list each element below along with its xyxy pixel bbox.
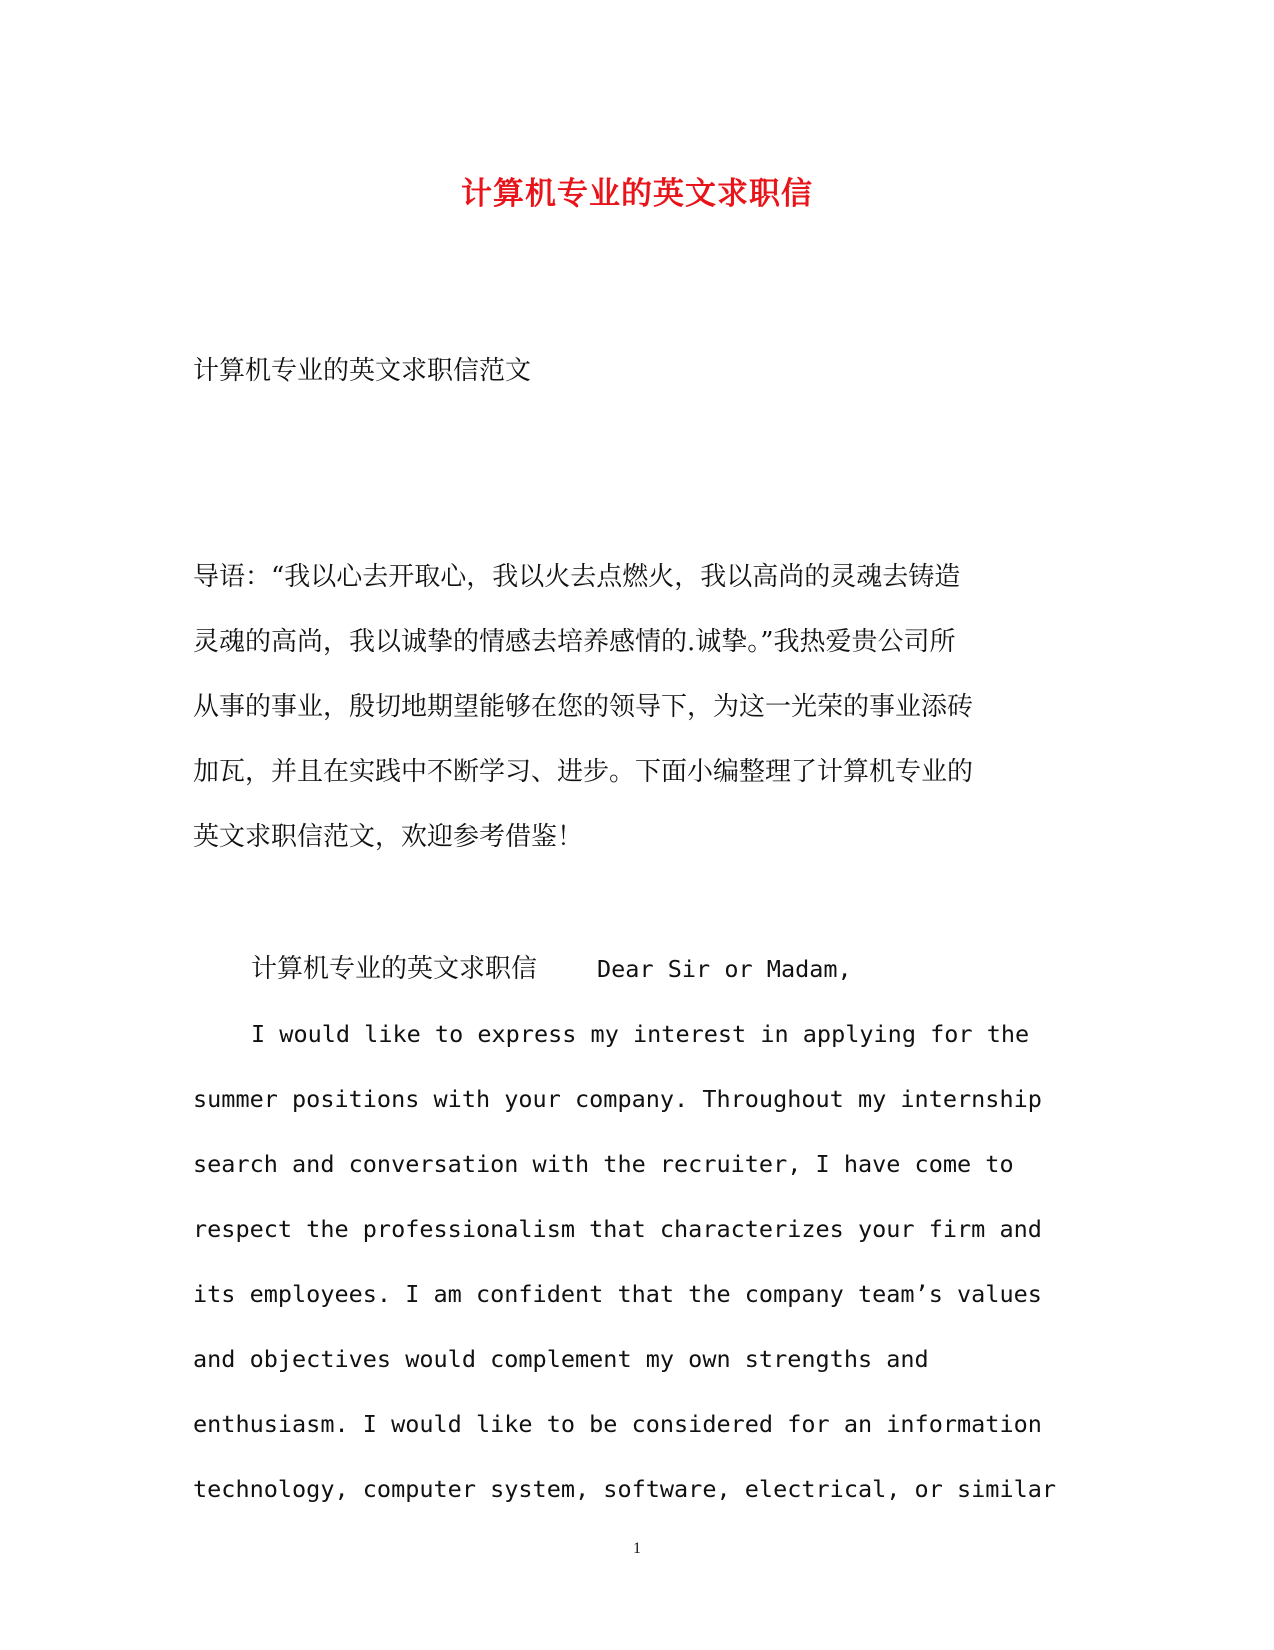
letter-body xyxy=(193,937,1093,1522)
intro-line: 加瓦，并且在实践中不断学习、进步。下面小编整理了计算机专业的 xyxy=(193,757,974,787)
document-subtitle: 计算机专业的英文求职信范文 xyxy=(193,356,532,386)
letter-line: summer positions with your company. Throughout my internship xyxy=(193,1085,1042,1113)
intro-line: 灵魂的高尚，我以诚挚的情感去培养感情的.诚挚。”我热爱贵公司所 xyxy=(193,627,956,657)
intro-paragraph xyxy=(193,545,1088,870)
letter-line: technology, computer system, software, electrical, or similar xyxy=(193,1475,1057,1503)
letter-heading: 计算机专业的英文求职信 xyxy=(251,954,538,984)
intro-line: 从事的事业，殷切地期望能够在您的领导下，为这一光荣的事业添砖 xyxy=(193,692,974,722)
page-number: 1 xyxy=(633,1540,641,1557)
intro-line: 英文求职信范文，欢迎参考借鉴！ xyxy=(193,822,584,852)
letter-line: respect the professionalism that characterizes your firm and xyxy=(193,1215,1042,1243)
intro-line: 导语：“我以心去开取心，我以火去点燃火，我以高尚的灵魂去铸造 xyxy=(193,562,961,592)
letter-opening-line xyxy=(193,937,1093,1002)
letter-line: and objectives would complement my own strengths and xyxy=(193,1345,929,1373)
document-title: 计算机专业的英文求职信 xyxy=(461,176,813,212)
letter-line: search and conversation with the recruiter, I have come to xyxy=(193,1150,1014,1178)
letter-line: I would like to express my interest in applying for the xyxy=(251,1020,1030,1048)
letter-salutation: Dear Sir or Madam, xyxy=(597,955,852,983)
letter-line: its employees. I am confident that the company team’s values xyxy=(193,1280,1042,1308)
letter-line: enthusiasm. I would like to be considered for an information xyxy=(193,1410,1042,1438)
